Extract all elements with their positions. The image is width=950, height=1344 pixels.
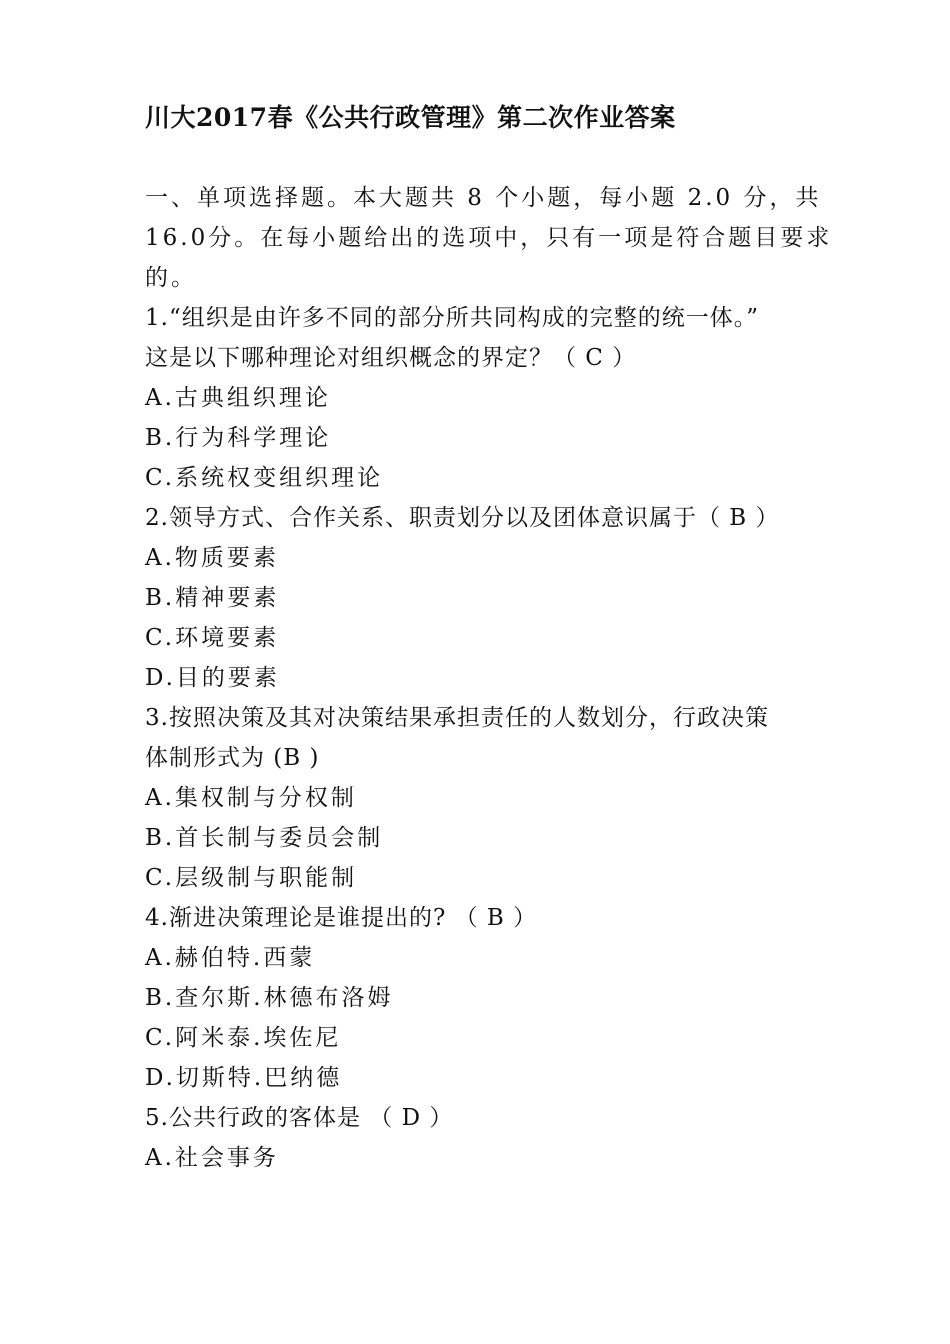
question-option: A.物质要素 [145, 545, 279, 571]
question-option: C.阿米泰.埃佐尼 [145, 1025, 342, 1051]
question-stem-line: 2.领导方式、合作关系、职责划分以及团体意识属于（ B ） [145, 505, 780, 531]
question-option: A.社会事务 [145, 1145, 279, 1171]
document-title: 川大2017春《公共行政管理》第二次作业答案 [145, 103, 676, 132]
section-heading [145, 178, 833, 298]
question-stem-line: 4.渐进决策理论是谁提出的? （ B ） [145, 905, 538, 931]
question-option: D.切斯特.巴纳德 [145, 1065, 343, 1091]
section-heading-line: 的。 [145, 265, 197, 291]
document-body [145, 178, 833, 1178]
question-option: B.行为科学理论 [145, 425, 332, 451]
question-stem-line: 体制形式为 (B ) [145, 745, 320, 771]
question-option: C.环境要素 [145, 625, 280, 651]
question-3 [145, 698, 810, 898]
question-option: B.首长制与委员会制 [145, 825, 384, 851]
question-4 [145, 898, 810, 1098]
question-option: B.查尔斯.林德布洛姆 [145, 985, 394, 1011]
question-option: B.精神要素 [145, 585, 280, 611]
question-option: A.古典组织理论 [145, 385, 331, 411]
question-1 [145, 298, 810, 498]
question-2 [145, 498, 810, 698]
question-stem-line: 这是以下哪种理论对组织概念的界定？（ C ） [145, 345, 637, 371]
question-option: A.集权制与分权制 [145, 785, 357, 811]
question-stem-line: 1.“组织是由许多不同的部分所共同构成的完整的统一体。” [145, 305, 759, 331]
question-option: C.层级制与职能制 [145, 865, 358, 891]
section-heading-line: 一、单项选择题。本大题共 8 个小题，每小题 2.0 分，共 [145, 185, 822, 211]
question-option: D.目的要素 [145, 665, 280, 691]
question-stem-line: 3.按照决策及其对决策结果承担责任的人数划分，行政决策 [145, 705, 769, 731]
section-heading-line: 16.0分。在每小题给出的选项中，只有一项是符合题目要求 [145, 225, 833, 251]
question-5 [145, 1098, 810, 1178]
question-option: C.系统权变组织理论 [145, 465, 384, 491]
question-stem-line: 5.公共行政的客体是 （ D ） [145, 1105, 454, 1131]
question-option: A.赫伯特.西蒙 [145, 945, 316, 971]
